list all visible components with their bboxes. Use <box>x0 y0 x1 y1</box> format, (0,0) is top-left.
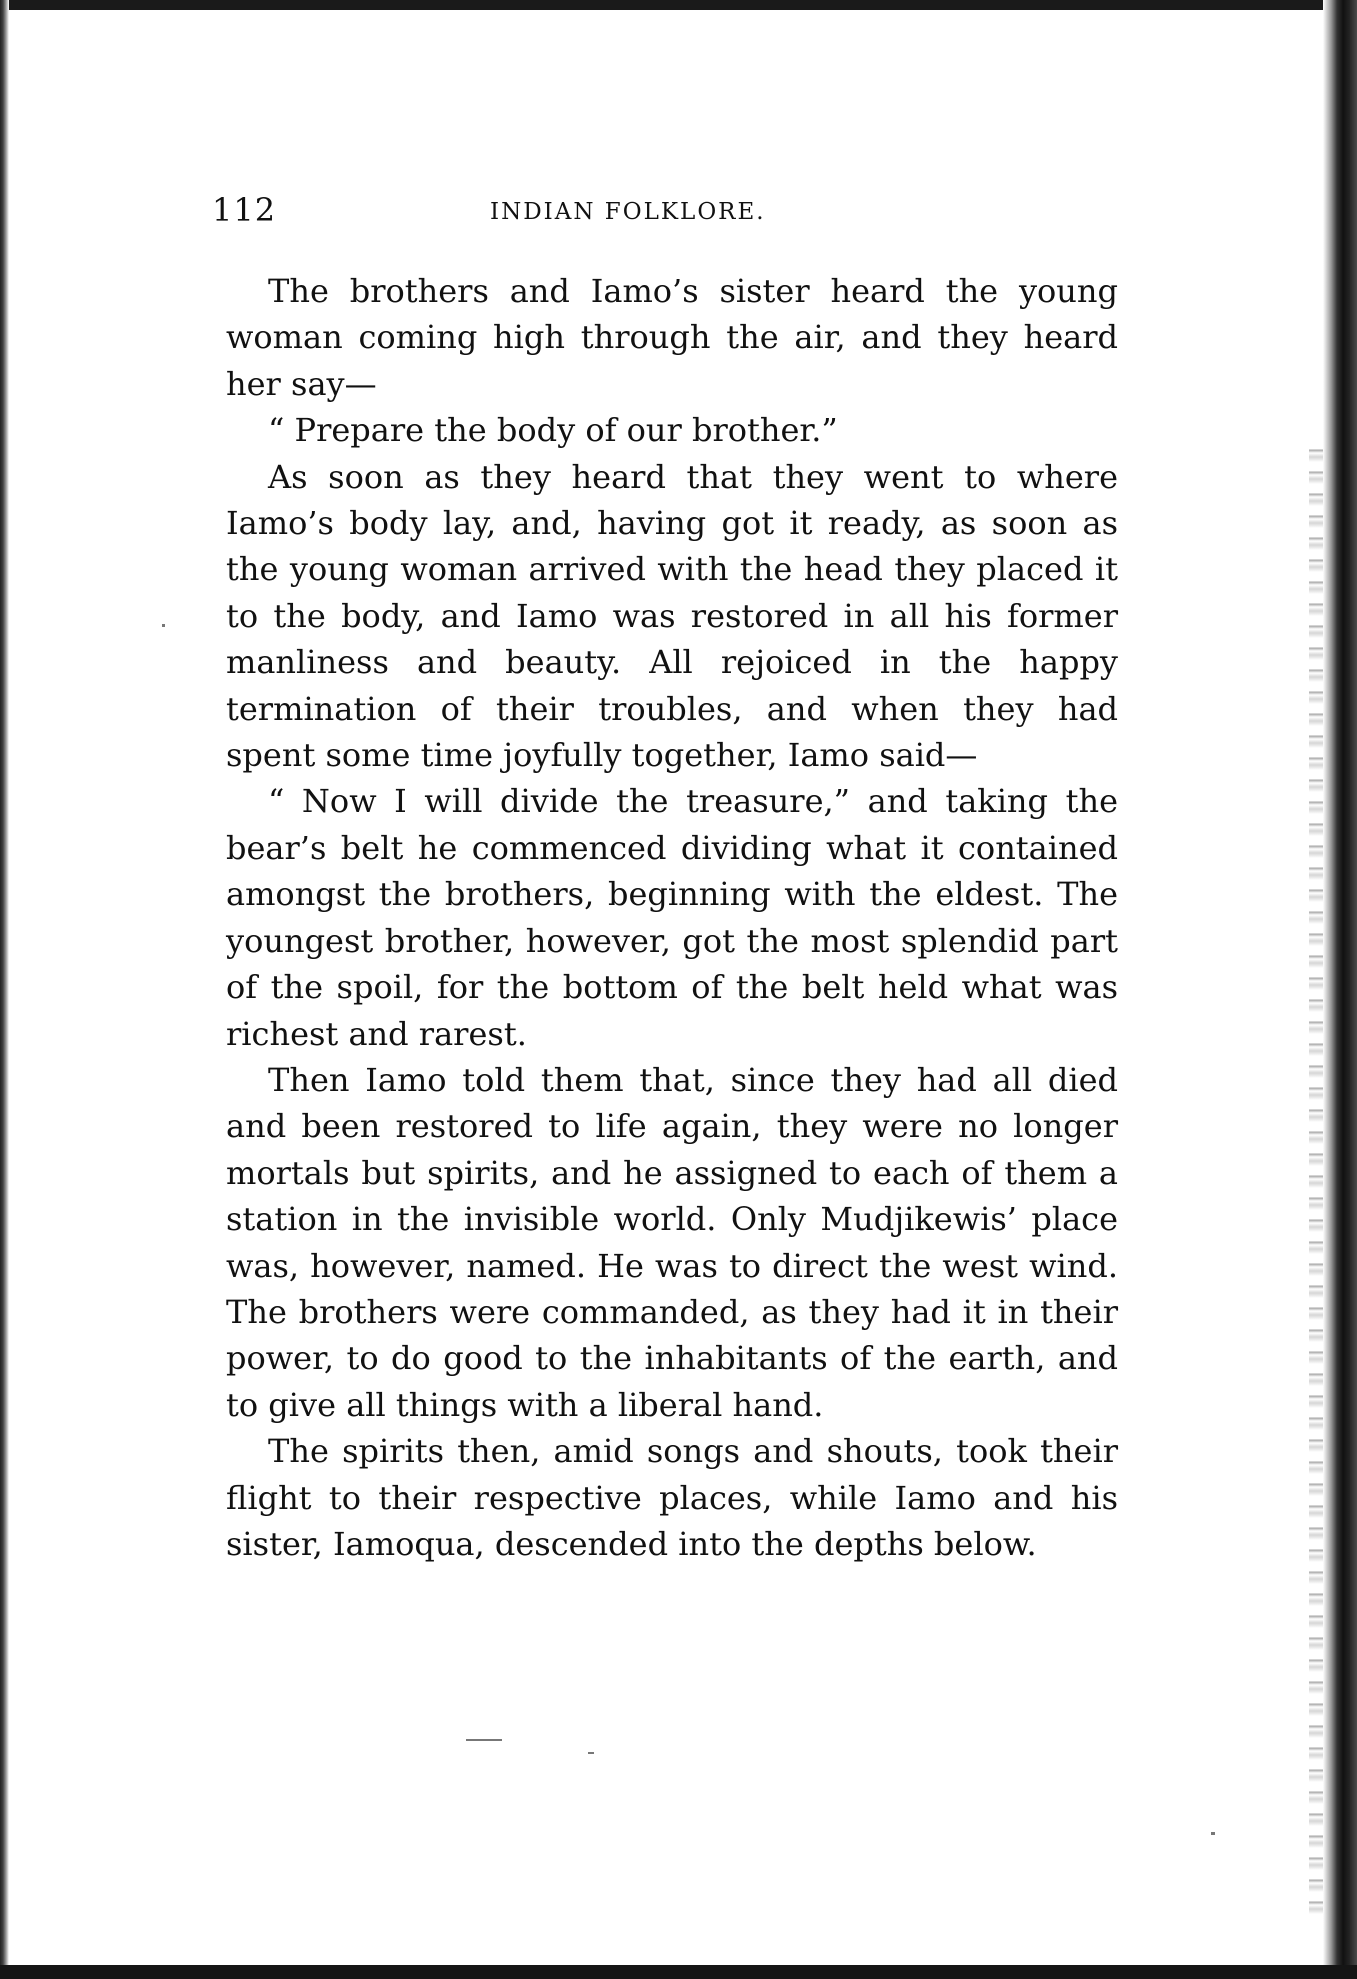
scan-edge-right-fray <box>1309 440 1323 1920</box>
scan-edge-top <box>0 0 1357 10</box>
paragraph: “ Prepare the body of our brother.” <box>268 411 838 450</box>
stray-print-mark <box>1211 1832 1215 1835</box>
stray-print-mark <box>162 624 165 627</box>
book-title: INDIAN FOLKLORE. <box>490 199 766 225</box>
stray-print-mark <box>588 1752 594 1754</box>
scan-edge-bottom <box>0 1965 1357 1979</box>
body-text <box>226 268 1118 1567</box>
paragraph: “ Now I will divide the treasure,” and taking the bear’s belt he commenced dividing what it contained amongst the brothers, beginning with the eldest. The youngest brother, however, got the most splendid part of the spoil, for the bottom of the belt held what was richest and rarest. <box>226 782 1118 1053</box>
paragraph: As soon as they heard that they went to where Iamo’s body lay, and, having got it ready, as soon as the young woman arrived with the head they placed it to the body, and Iamo was restored in all his former manliness and beauty. All rejoiced in the happy termination of their troubles, and when they had spent some time joyfully together, Iamo said— <box>226 457 1118 775</box>
paragraph: Then Iamo told them that, since they had all died and been restored to life again, they were no longer mortals but spirits, and he assigned to each of them a station in the invisible world. Only Mudjikewis’ place was, however, named. He was to direct the west wind. The brothers were commanded, as they had it in their power, to do good to the inhabitants of the earth, and to give all things with a liberal hand. <box>226 1060 1118 1424</box>
paragraph: The spirits then, amid songs and shouts, took their flight to their respective places, while Iamo and his sister, Iamoqua, descended into the depths below. <box>226 1432 1118 1563</box>
paragraph: The brothers and Iamo’s sister heard the young woman coming high through the air, and they heard her say— <box>226 272 1118 403</box>
scan-edge-left <box>0 0 9 1979</box>
stray-print-mark <box>466 1739 502 1741</box>
scan-edge-right <box>1323 0 1357 1979</box>
page-number: 112 <box>212 191 277 229</box>
running-head <box>212 188 1117 232</box>
